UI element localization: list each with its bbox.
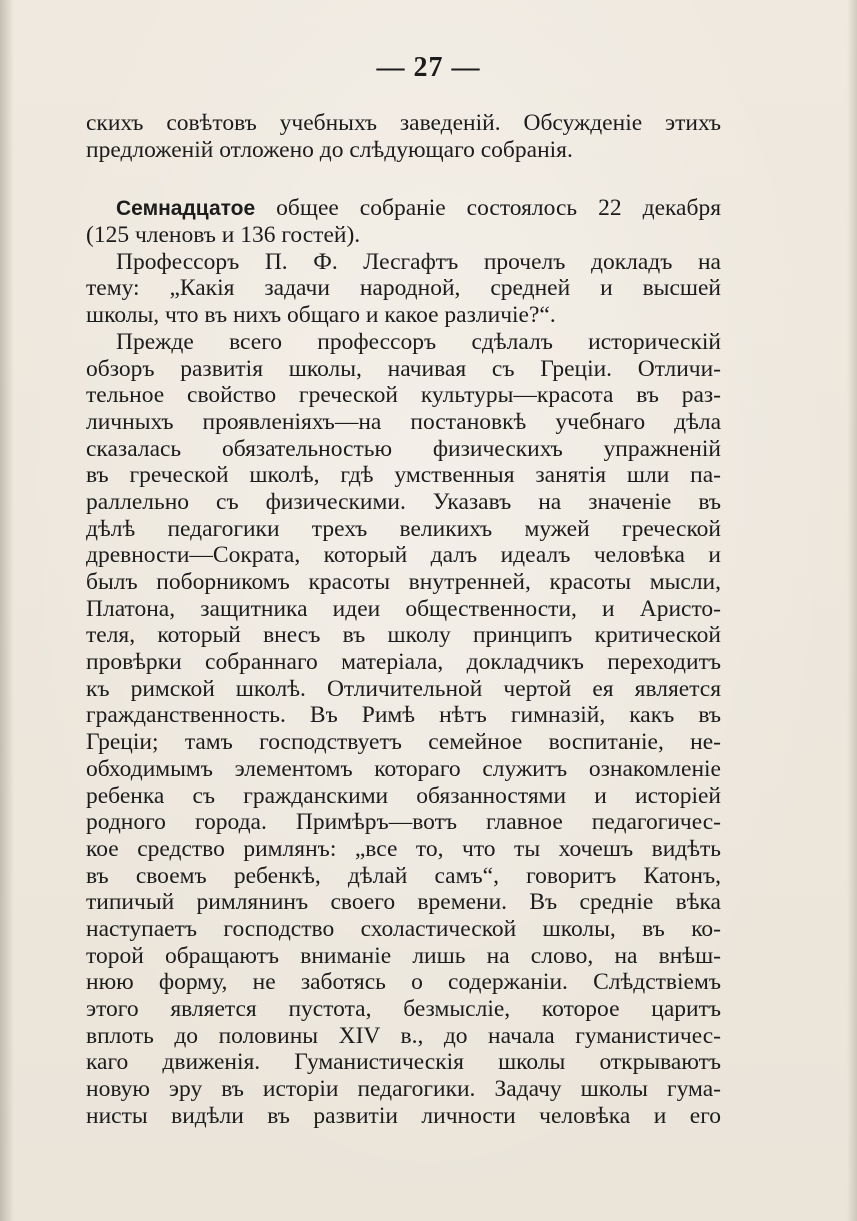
text-line: личныхъ проявленіяхъ—на постановкѣ учебнаго дѣла: [86, 408, 721, 435]
body-text: [86, 110, 721, 1129]
text-line: сказалась обязательностью физическихъ упражненій: [86, 435, 721, 462]
text-line: типичый римлянинъ своего времени. Въ средніе вѣка: [86, 889, 721, 916]
page-left-edge-shadow: [0, 0, 14, 1221]
text-line: этого является пустота, безмысліе, которое царитъ: [86, 996, 721, 1022]
text-line: въ своемъ ребенкѣ, дѣлай самъ“, говоритъ Катонъ,: [86, 862, 721, 889]
text-line: школы, что въ нихъ общаго и какое различіе?“.: [86, 302, 556, 329]
text-line: Профессоръ П. Ф. Лесгафтъ прочелъ докладъ на: [116, 248, 721, 275]
text-line: древности—Сократа, который далъ идеалъ человѣка и: [86, 542, 721, 569]
text-line: предложеній отложено до слѣдующаго собранія.: [86, 136, 573, 163]
text-fragment: общее собраніе состоялось 22 декабря: [276, 195, 721, 222]
text-line: вплоть до половины XIV в., до начала гуманистичес-: [86, 1022, 721, 1049]
text-line: Греціи; тамъ господствуетъ семейное воспитаніе, не-: [86, 729, 721, 756]
page-right-edge-shadow: [847, 0, 857, 1221]
text-line: скихъ совѣтовъ учебныхъ заведеній. Обсужденіе этихъ: [86, 110, 721, 136]
text-line: новую эру въ исторіи педагогики. Задачу школы гума-: [86, 1076, 721, 1103]
session-heading: Семнадцатое: [116, 197, 256, 221]
text-line: тему: „Какія задачи народной, средней и высшей: [86, 275, 721, 302]
text-line: Платона, защитника идеи общественности, и Аристо-: [86, 595, 721, 622]
text-line: тельное свойство греческой культуры—красота въ раз-: [86, 382, 721, 409]
text-line: нисты видѣли въ развитіи личности человѣка и его: [86, 1102, 721, 1129]
text-line: раллельно съ физическими. Указавъ на значеніе въ: [86, 488, 721, 515]
text-line: (125 членовъ и 136 гостей).: [86, 222, 361, 249]
text-line: наступаетъ господство схоластической школы, въ ко-: [86, 915, 721, 942]
text-line: къ римской школѣ. Отличительной чертой ея является: [86, 675, 721, 702]
paragraph-gap: [86, 163, 721, 195]
text-line: провѣрки собраннаго матеріала, докладчикъ переходитъ: [86, 649, 721, 676]
page-number: — 27 —: [376, 52, 481, 83]
text-line: обзоръ развитія школы, начивая съ Греціи. Отличи-: [86, 355, 721, 382]
text-line: кое средство римлянъ: „все то, что ты хочешъ видѣть: [86, 835, 721, 862]
text-line: каго движенія. Гуманистическія школы открываютъ: [86, 1049, 721, 1076]
text-line: [86, 195, 721, 222]
text-line: обходимымъ элементомъ котораго служитъ ознакомленіе: [86, 755, 721, 782]
text-line: Прежде всего профессоръ сдѣлалъ историческій: [116, 328, 721, 355]
text-line: нюю форму, не заботясь о содержаніи. Слѣдствіемъ: [86, 969, 721, 996]
text-line: былъ поборникомъ красоты внутренней, красоты мысли,: [86, 569, 721, 595]
text-line: дѣлѣ педагогики трехъ великихъ мужей греческой: [86, 515, 721, 542]
text-line: родного города. Примѣръ—вотъ главное педагогичес-: [86, 809, 721, 836]
text-line: гражданственность. Въ Римѣ нѣтъ гимназій, какъ въ: [86, 702, 721, 729]
text-line: въ греческой школѣ, гдѣ умственныя занятія шли па-: [86, 462, 721, 489]
text-line: торой обращаютъ вниманіе лишь на слово, на внѣш-: [86, 942, 721, 969]
text-line: теля, который внесъ въ школу принципъ критической: [86, 622, 721, 649]
text-line: ребенка съ гражданскими обязанностями и исторіей: [86, 782, 721, 809]
